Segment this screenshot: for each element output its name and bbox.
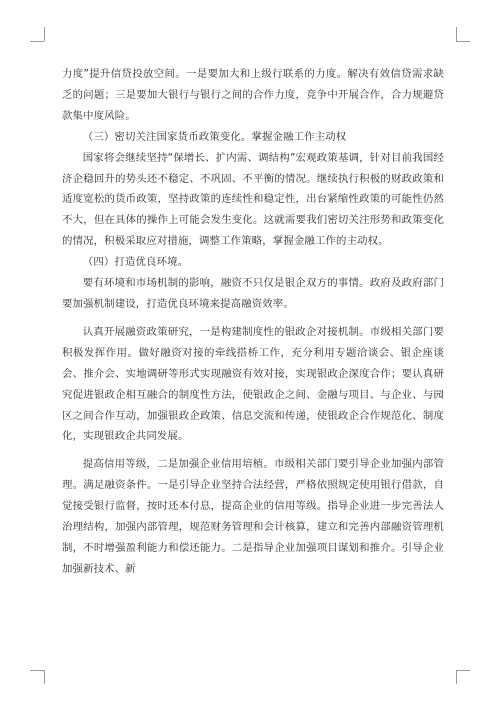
crop-mark-top-right-v [456, 27, 457, 41]
crop-mark-bottom-left-h [30, 670, 44, 671]
paragraph-monetary-policy: 国家将会继续坚持“保增长、扩内需、调结构”宏观政策基调，针对目前我国经济企稳回升的势头还不稳定、不巩固、不平衡的情况。继续执行积极的财政政策和适度宽松的货币政策，坚持政策的连续性和稳定性，出台紧缩性政策的可能性仍然不大，但在具体的操作上可能会发生变化。这就需要我们密切关注形势和政策变化的情况，积极采取应对措施，调整工作策略，掌握金融工作的主动权。 [62, 151, 444, 248]
crop-mark-top-right-h [456, 41, 470, 42]
crop-mark-top-left-v [44, 27, 45, 41]
section-heading-4: （四）打造优良环境。 [82, 256, 189, 269]
paragraph-continuation: 力度”提升信贷投放空间。一是要加大和上级行联系的力度。解决有效信贷需求缺乏的问题；三是要加大银行与银行之间的合作力度，竞争中开展合作，合力规避贷款集中度风险。 [62, 68, 444, 122]
document-body [62, 64, 444, 580]
crop-mark-bottom-right-v [456, 670, 457, 684]
paragraph-credit-rating: 提高信用等级，二是加强企业信用培植。市级相关部门要引导企业加强内部管理。满足融资条件。一是引导企业坚持合法经营，严格依照规定使用银行借款，自觉接受银行监督，按时还本付息，提高企业的信用等级。指导企业进一步完善法人治理结构，加强内部管理，规范财务管理和会计核算，建立和完善内部融资管理机制，不时增强盈利能力和偿还能力。二是指导企业加强项目谋划和推介。引导企业加强新技术、新 [62, 458, 444, 575]
paragraph-policy-research: 认真开展融资政策研究，一是构建制度性的银政企对接机制。市级相关部门要积极发挥作用。做好融资对接的牵线搭桥工作，充分利用专题洽谈会、银企座谈会、推介会、实地调研等形式实现融资有效对接，实现银政企深度合作；要认真研究促进银政企相互融合的制度性方法，使银政企之间、金融与项目、与企业、与园区之间合作互动，加强银政企政策、信息交流和传递，使银政企合作规范化、制度化，实现银政企共同发展。 [62, 325, 444, 443]
crop-mark-top-left-h [30, 41, 44, 42]
paragraph-environment: 要有环境和市场机制的影响，融资不只仅是银企双方的事情。政府及政府部门要加强机制建设，打造优良环境来提高融资效率。 [62, 277, 444, 310]
section-heading-3: （三）密切关注国家货币政策变化。掌握金融工作主动权 [82, 130, 347, 143]
crop-mark-bottom-right-h [456, 670, 470, 671]
crop-mark-bottom-left-v [44, 670, 45, 684]
